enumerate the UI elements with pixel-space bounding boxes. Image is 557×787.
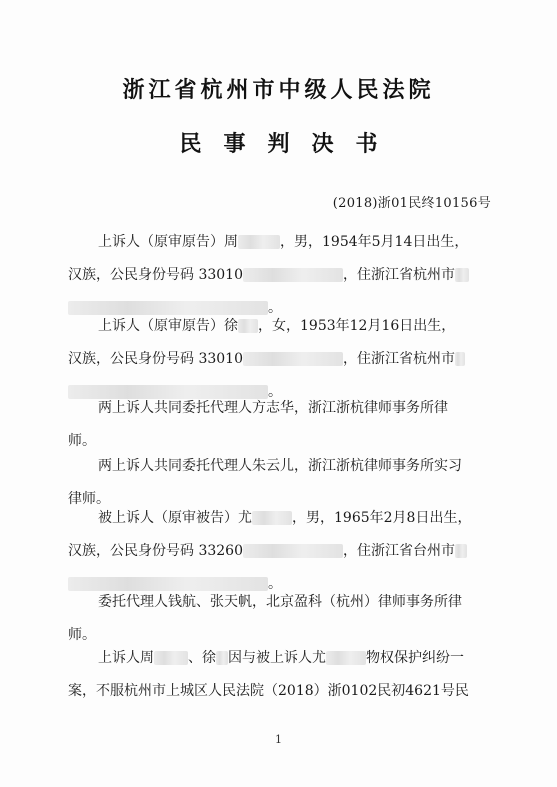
sentence-end: 。 xyxy=(268,384,282,400)
appellee-address-label: ，住浙江省台州市 xyxy=(343,543,455,559)
summary-line-2: 案，不服杭州市上城区人民法院（2018）浙0102民初4621号民 xyxy=(68,683,469,699)
redacted-name xyxy=(326,651,366,665)
redacted-name xyxy=(252,511,292,525)
redacted-name xyxy=(216,651,228,665)
agent-1-paragraph xyxy=(68,392,486,458)
redacted-name xyxy=(154,651,188,665)
redacted-name xyxy=(238,319,258,333)
appellee-id-label: 汉族，公民身份号码 33260 xyxy=(68,543,243,559)
document-type-title: 民事判决书 xyxy=(179,132,400,157)
agent-1-line-1: 两上诉人共同委托代理人方志华，浙江浙杭律师事务所律 xyxy=(98,400,448,416)
redacted-address xyxy=(455,268,469,282)
sentence-end: 。 xyxy=(268,576,282,592)
agent-2-line-1: 两上诉人共同委托代理人朱云儿，浙江浙杭律师事务所实习 xyxy=(98,458,462,474)
court-name: 浙江省杭州市中级人民法院 xyxy=(122,78,435,103)
redacted-name xyxy=(238,235,280,249)
appellant-2-details: ，女，1953年12月16日出生， xyxy=(258,318,456,334)
appellant-2-id-label: 汉族，公民身份号码 33010 xyxy=(68,351,243,367)
agent-2-line-2: 律师。 xyxy=(68,491,110,507)
redacted-id xyxy=(243,352,343,366)
redacted-id xyxy=(243,268,343,282)
summary-part-b: 、徐 xyxy=(188,650,216,666)
redacted-address xyxy=(455,352,465,366)
appellant-1-label: 上诉人（原审原告）周 xyxy=(98,234,238,250)
redacted-address xyxy=(455,544,467,558)
summary-part-c: 因与被上诉人尤 xyxy=(228,650,326,666)
appellant-2-label: 上诉人（原审原告）徐 xyxy=(98,318,238,334)
appellant-1-address-label: ，住浙江省杭州市 xyxy=(343,267,455,283)
sentence-end: 。 xyxy=(268,300,282,316)
appellee-agent-line-2: 师。 xyxy=(68,627,96,643)
agent-1-line-2: 师。 xyxy=(68,433,96,449)
appellee-details: ，男，1965年2月8日出生， xyxy=(292,510,472,526)
appellee-label: 被上诉人（原审被告）尤 xyxy=(98,510,252,526)
appellant-1-details: ，男，1954年5月14日出生， xyxy=(280,234,469,250)
summary-part-d: 物权保护纠纷一 xyxy=(366,650,464,666)
redacted-id xyxy=(243,544,343,558)
appellant-1-id-label: 汉族，公民身份号码 33010 xyxy=(68,267,243,283)
case-number: (2018)浙01民终10156号 xyxy=(332,196,491,211)
appellant-2-address-label: ，住浙江省杭州市 xyxy=(343,351,455,367)
case-summary-paragraph xyxy=(68,642,486,708)
page-number: 1 xyxy=(275,733,282,746)
summary-part-a: 上诉人周 xyxy=(98,650,154,666)
appellee-agent-line-1: 委托代理人钱航、张天帆，北京盈科（杭州）律师事务所律 xyxy=(98,594,462,610)
